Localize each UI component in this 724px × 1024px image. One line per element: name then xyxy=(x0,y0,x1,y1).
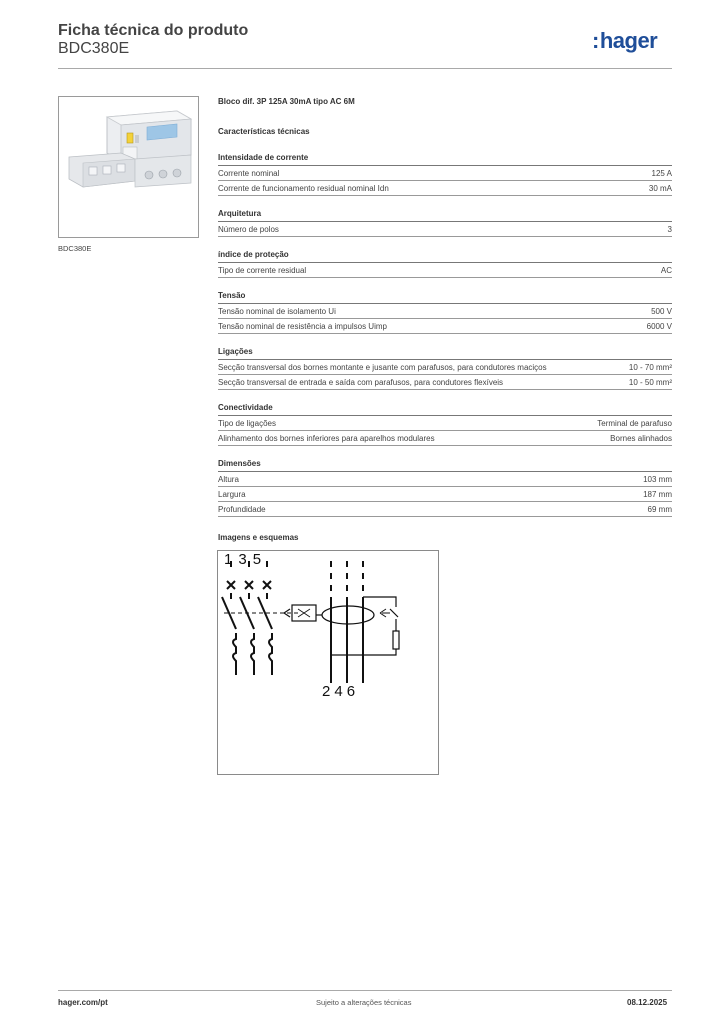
footer-divider xyxy=(58,990,672,991)
spec-row xyxy=(218,166,672,181)
spec-section-title: Ligações xyxy=(218,346,672,360)
spec-row xyxy=(218,431,672,446)
spec-row xyxy=(218,472,672,487)
spec-row xyxy=(218,319,672,334)
spec-row xyxy=(218,222,672,237)
spec-label: Tipo de corrente residual xyxy=(218,266,307,275)
spec-row xyxy=(218,304,672,319)
spec-label: Corrente de funcionamento residual nominal Idn xyxy=(218,184,389,193)
spec-label: Corrente nominal xyxy=(218,169,280,178)
terminal-labels-bottom xyxy=(322,683,355,700)
terminal-label: 2 xyxy=(322,683,331,700)
spec-value: 10 - 70 mm² xyxy=(628,363,672,372)
spec-label: Número de polos xyxy=(218,225,279,234)
page-title: Ficha técnica do produto xyxy=(58,22,249,39)
spec-value: Bornes alinhados xyxy=(610,434,672,443)
hager-logo[interactable] xyxy=(592,28,657,54)
spec-section-title: Intensidade de corrente xyxy=(218,152,672,166)
spec-row xyxy=(218,502,672,517)
spec-section xyxy=(218,402,672,446)
spec-value: 69 mm xyxy=(647,505,672,514)
spec-section xyxy=(218,458,672,517)
spec-row xyxy=(218,487,672,502)
spec-value: 500 V xyxy=(651,307,672,316)
spec-section-title: Conectividade xyxy=(218,402,672,416)
spec-value: Terminal de parafuso xyxy=(597,419,672,428)
wiring-diagram xyxy=(217,550,439,775)
spec-value: AC xyxy=(660,266,672,275)
spec-value: 6000 V xyxy=(646,322,672,331)
spec-label: Alinhamento dos bornes inferiores para aparelhos modulares xyxy=(218,434,435,443)
specifications-panel xyxy=(218,96,672,517)
product-image-caption: BDC380E xyxy=(58,244,92,253)
terminal-label: 1 xyxy=(224,551,233,568)
footer-date: 08.12.2025 xyxy=(627,998,668,1007)
footer-notice: Sujeito a alterações técnicas xyxy=(316,998,412,1007)
spec-value: 125 A xyxy=(651,169,672,178)
spec-value: 10 - 50 mm² xyxy=(628,378,672,387)
terminal-label: 6 xyxy=(346,683,356,700)
spec-value: 187 mm xyxy=(643,490,672,499)
spec-label: Secção transversal de entrada e saída com parafusos, para condutores flexíveis xyxy=(218,378,504,387)
spec-section xyxy=(218,152,672,196)
spec-label: Secção transversal dos bornes montante e jusante com parafusos, para condutores maciços xyxy=(218,363,547,372)
spec-row xyxy=(218,181,672,196)
spec-section-title: Tensão xyxy=(218,290,672,304)
spec-row xyxy=(218,263,672,278)
spec-label: Altura xyxy=(218,475,239,484)
spec-label: Tipo de ligações xyxy=(218,419,276,428)
product-illustration xyxy=(59,97,198,237)
spec-value: 30 mA xyxy=(648,184,672,193)
logo-text: hager xyxy=(599,28,658,53)
terminal-labels-top xyxy=(224,551,261,568)
spec-section xyxy=(218,249,672,278)
spec-sections xyxy=(218,152,672,517)
spec-label: Tensão nominal de isolamento Ui xyxy=(218,307,336,316)
spec-value: 3 xyxy=(667,225,672,234)
terminal-label: 3 xyxy=(238,551,247,568)
spec-value: 103 mm xyxy=(643,475,672,484)
spec-section-title: Dimensões xyxy=(218,458,672,472)
spec-section-title: Arquitetura xyxy=(218,208,672,222)
terminal-label: 5 xyxy=(252,551,262,568)
spec-section xyxy=(218,346,672,390)
images-schematics-heading: Imagens e esquemas xyxy=(218,533,299,542)
spec-label: Profundidade xyxy=(218,505,266,514)
spec-section xyxy=(218,208,672,237)
technical-characteristics-heading: Características técnicas xyxy=(218,127,310,136)
wiring-diagram-svg xyxy=(218,551,438,774)
product-title: Bloco dif. 3P 125A 30mA tipo AC 6M xyxy=(218,97,355,106)
spec-row xyxy=(218,375,672,390)
header-divider xyxy=(58,68,672,69)
spec-label: Largura xyxy=(218,490,246,499)
spec-section xyxy=(218,290,672,334)
footer-website-link[interactable]: hager.com/pt xyxy=(58,998,108,1007)
product-code-heading: BDC380E xyxy=(58,40,130,57)
spec-row xyxy=(218,416,672,431)
product-image xyxy=(58,96,199,238)
spec-row xyxy=(218,360,672,375)
spec-section-title: índice de proteção xyxy=(218,249,672,263)
logo-dots-icon: : xyxy=(592,28,599,53)
terminal-label: 4 xyxy=(334,683,343,700)
spec-label: Tensão nominal de resistência a impulsos Uimp xyxy=(218,322,387,331)
